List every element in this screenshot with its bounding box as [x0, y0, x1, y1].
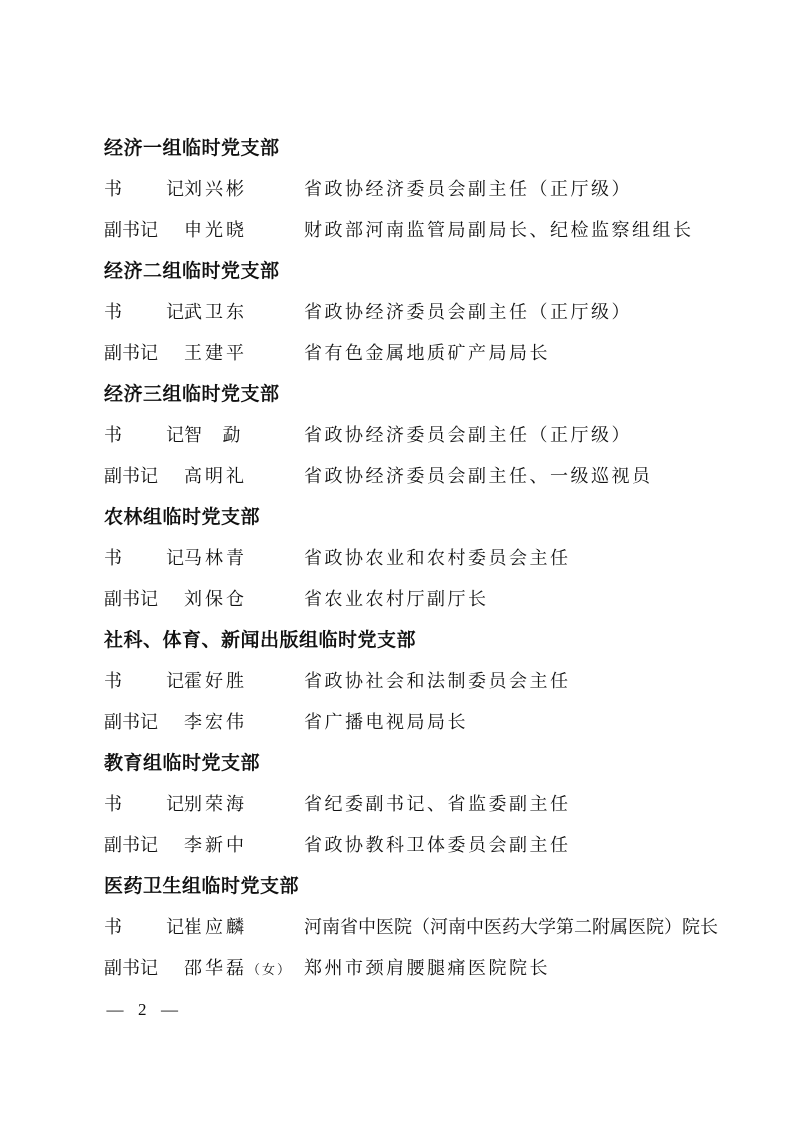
page-footer	[104, 1000, 181, 1020]
role-char: 记	[166, 179, 184, 200]
role-label: 副书记	[104, 958, 158, 979]
person-name: 王建平	[184, 343, 247, 364]
person-name: 马林青	[184, 548, 247, 569]
person-position: 河南省中医院（河南中医药大学第二附属医院）院长	[304, 917, 718, 938]
role-char: 记	[166, 302, 184, 323]
role-label: 副书记	[104, 835, 158, 856]
deputy-row	[104, 456, 744, 497]
role-char: 记	[166, 671, 184, 692]
role-label: 副书记	[104, 220, 158, 241]
person-position: 省政协经济委员会副主任（正厅级）	[304, 425, 632, 446]
secretary-row	[104, 784, 744, 825]
role-label: 副书记	[104, 466, 158, 487]
role-char: 书	[104, 425, 122, 446]
role-label: 副书记	[104, 343, 158, 364]
person-position: 省政协经济委员会副主任（正厅级）	[304, 179, 632, 200]
role-label	[104, 907, 184, 948]
document-body	[104, 128, 744, 989]
person-name: 李新中	[184, 835, 247, 856]
branch-title: 经济一组临时党支部	[104, 137, 280, 159]
role-label	[104, 292, 184, 333]
role-char: 记	[166, 794, 184, 815]
deputy-row	[104, 210, 744, 251]
role-char: 书	[104, 671, 122, 692]
branch-title: 教育组临时党支部	[104, 752, 261, 774]
role-char: 书	[104, 179, 122, 200]
person-name: 崔应麟	[184, 917, 247, 938]
role-char: 书	[104, 302, 122, 323]
person-position: 省有色金属地质矿产局局长	[304, 343, 550, 364]
role-label	[104, 661, 184, 702]
secretary-row	[104, 661, 744, 702]
role-char: 记	[166, 548, 184, 569]
person-position: 省农业农村厅副厅长	[304, 589, 489, 610]
branch-title: 经济三组临时党支部	[104, 383, 280, 405]
role-label	[104, 415, 184, 456]
person-name: 高明礼	[184, 466, 247, 487]
secretary-row	[104, 907, 744, 948]
branch-section	[104, 620, 744, 743]
role-label	[104, 538, 184, 579]
person-position: 省政协社会和法制委员会主任	[304, 671, 571, 692]
footer-dash-right: —	[161, 1000, 178, 1019]
deputy-row	[104, 579, 744, 620]
person-name: 邵华磊	[184, 958, 247, 979]
person-name: 霍好胜	[184, 671, 247, 692]
footer-dash-left: —	[106, 1000, 124, 1019]
gender-note: （女）	[247, 963, 293, 978]
branch-title: 医药卫生组临时党支部	[104, 875, 300, 897]
secretary-row	[104, 415, 744, 456]
person-name: 刘保仓	[184, 589, 247, 610]
deputy-row	[104, 948, 744, 989]
person-position: 省政协农业和农村委员会主任	[304, 548, 571, 569]
branch-title: 农林组临时党支部	[104, 506, 261, 528]
deputy-row	[104, 825, 744, 866]
branch-section	[104, 128, 744, 251]
person-position: 省政协经济委员会副主任（正厅级）	[304, 302, 632, 323]
person-name: 别荣海	[184, 794, 247, 815]
person-name: 申光晓	[184, 220, 247, 241]
secretary-row	[104, 292, 744, 333]
role-char: 书	[104, 794, 122, 815]
person-position: 省政协经济委员会副主任、一级巡视员	[304, 466, 653, 487]
branch-section	[104, 251, 744, 374]
person-position: 省政协教科卫体委员会副主任	[304, 835, 571, 856]
branch-section	[104, 743, 744, 866]
branch-title: 社科、体育、新闻出版组临时党支部	[104, 629, 417, 651]
role-label: 副书记	[104, 712, 158, 733]
page-number: 2	[138, 1000, 147, 1019]
role-label	[104, 169, 184, 210]
deputy-row	[104, 333, 744, 374]
person-name: 武卫东	[184, 302, 247, 323]
person-position: 财政部河南监管局副局长、纪检监察组组长	[304, 220, 694, 241]
branch-section	[104, 497, 744, 620]
secretary-row	[104, 169, 744, 210]
branch-section	[104, 866, 744, 989]
role-label: 副书记	[104, 589, 158, 610]
person-position: 郑州市颈肩腰腿痛医院院长	[304, 958, 550, 979]
secretary-row	[104, 538, 744, 579]
person-name: 李宏伟	[184, 712, 247, 733]
role-char: 书	[104, 548, 122, 569]
person-name: 刘兴彬	[184, 179, 247, 200]
deputy-row	[104, 702, 744, 743]
role-label	[104, 784, 184, 825]
role-char: 记	[166, 917, 184, 938]
role-char: 书	[104, 917, 122, 938]
person-position: 省纪委副书记、省监委副主任	[304, 794, 571, 815]
role-char: 记	[166, 425, 184, 446]
person-name: 智 勐	[184, 425, 244, 446]
person-position: 省广播电视局局长	[304, 712, 468, 733]
person-name-with-note	[184, 948, 304, 989]
branch-section	[104, 374, 744, 497]
branch-title: 经济二组临时党支部	[104, 260, 280, 282]
